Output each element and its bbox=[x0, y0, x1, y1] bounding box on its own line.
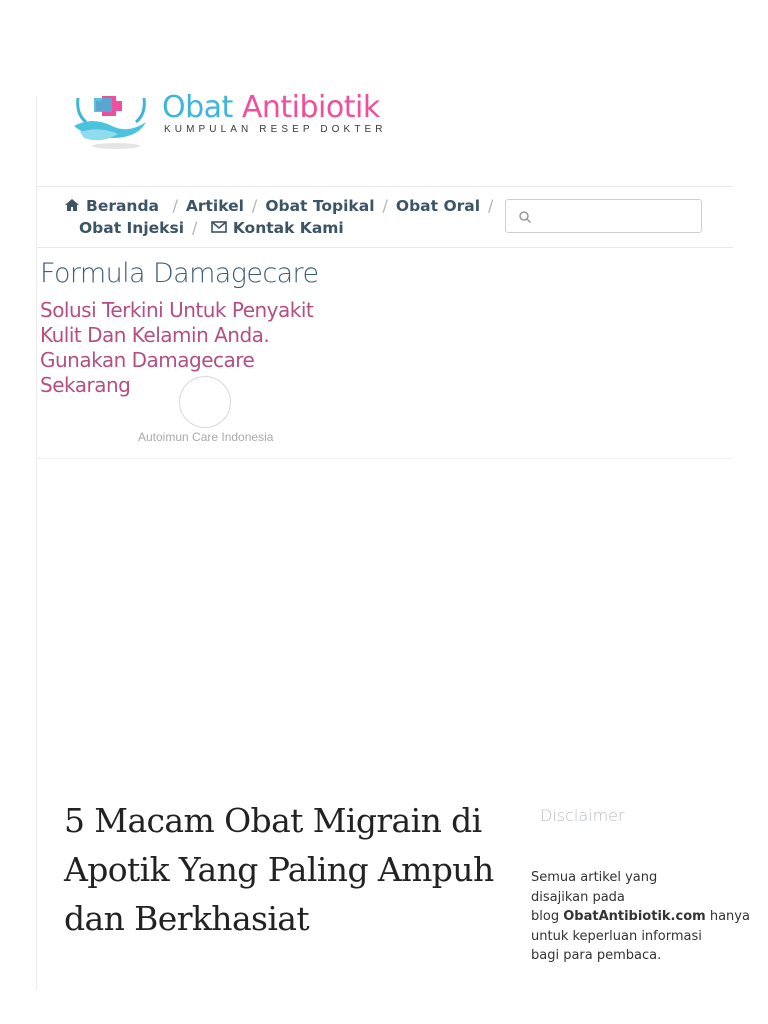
logo-title-part2: Antibiotik bbox=[241, 90, 380, 125]
nav-item-obat-oral[interactable]: Obat Oral bbox=[395, 197, 481, 215]
article-title: 5 Macam Obat Migrain di Apotik Yang Paling Ampuh dan Berkhasiat bbox=[64, 801, 494, 938]
main-navigation bbox=[36, 186, 733, 248]
section-divider bbox=[36, 458, 733, 459]
nav-item-label: Kontak Kami bbox=[232, 219, 344, 237]
logo-title-part1: Obat bbox=[162, 90, 233, 125]
nav-separator: / bbox=[251, 196, 258, 215]
disclaimer-text bbox=[531, 868, 750, 968]
disclaimer-line: untuk keperluan informasi bbox=[531, 928, 702, 944]
breadcrumb-nav bbox=[64, 195, 504, 239]
disclaimer-blog-prefix: blog bbox=[531, 909, 560, 924]
logo-title bbox=[162, 90, 380, 125]
search-box[interactable] bbox=[505, 199, 702, 233]
nav-item-obat-topikal[interactable]: Obat Topikal bbox=[265, 197, 375, 215]
disclaimer-heading: Disclaimer bbox=[540, 806, 625, 825]
nav-item-label: Beranda bbox=[86, 197, 160, 215]
logo-tagline: KUMPULAN RESEP DOKTER bbox=[164, 124, 387, 135]
disclaimer-line: bagi para pembaca. bbox=[531, 948, 662, 963]
search-icon bbox=[518, 210, 532, 224]
nav-separator: / bbox=[382, 196, 388, 215]
nav-item-beranda[interactable] bbox=[64, 197, 164, 215]
envelope-icon bbox=[211, 220, 227, 234]
site-logo[interactable] bbox=[72, 90, 392, 156]
disclaimer-line: Semua artikel yang disajikan pada bbox=[531, 870, 658, 905]
disclaimer-site-link[interactable]: ObatAntibiotik.com bbox=[563, 909, 706, 924]
nav-item-obat-injeksi[interactable]: Obat Injeksi bbox=[79, 219, 185, 237]
nav-separator: / bbox=[172, 196, 178, 215]
nav-item-kontak-kami[interactable] bbox=[205, 219, 343, 237]
nav-separator: / bbox=[488, 196, 494, 215]
disclaimer-line bbox=[531, 907, 750, 927]
search-input[interactable] bbox=[538, 204, 697, 230]
ad-source: Autoimun Care Indonesia bbox=[138, 430, 274, 444]
home-icon bbox=[64, 198, 80, 212]
ad-title[interactable]: Formula Damagecare bbox=[40, 258, 319, 289]
logo-hand-cross-icon bbox=[72, 96, 152, 152]
nav-item-artikel[interactable]: Artikel bbox=[185, 197, 244, 215]
ad-body: Solusi Terkini Untuk Penyakit Kulit Dan Kelamin Anda. Gunakan Damagecare Sekarang bbox=[40, 298, 314, 397]
nav-separator: / bbox=[192, 218, 198, 237]
ad-banner[interactable] bbox=[36, 256, 319, 450]
disclaimer-suffix: hanya bbox=[709, 909, 750, 924]
ad-avatar bbox=[179, 376, 231, 428]
